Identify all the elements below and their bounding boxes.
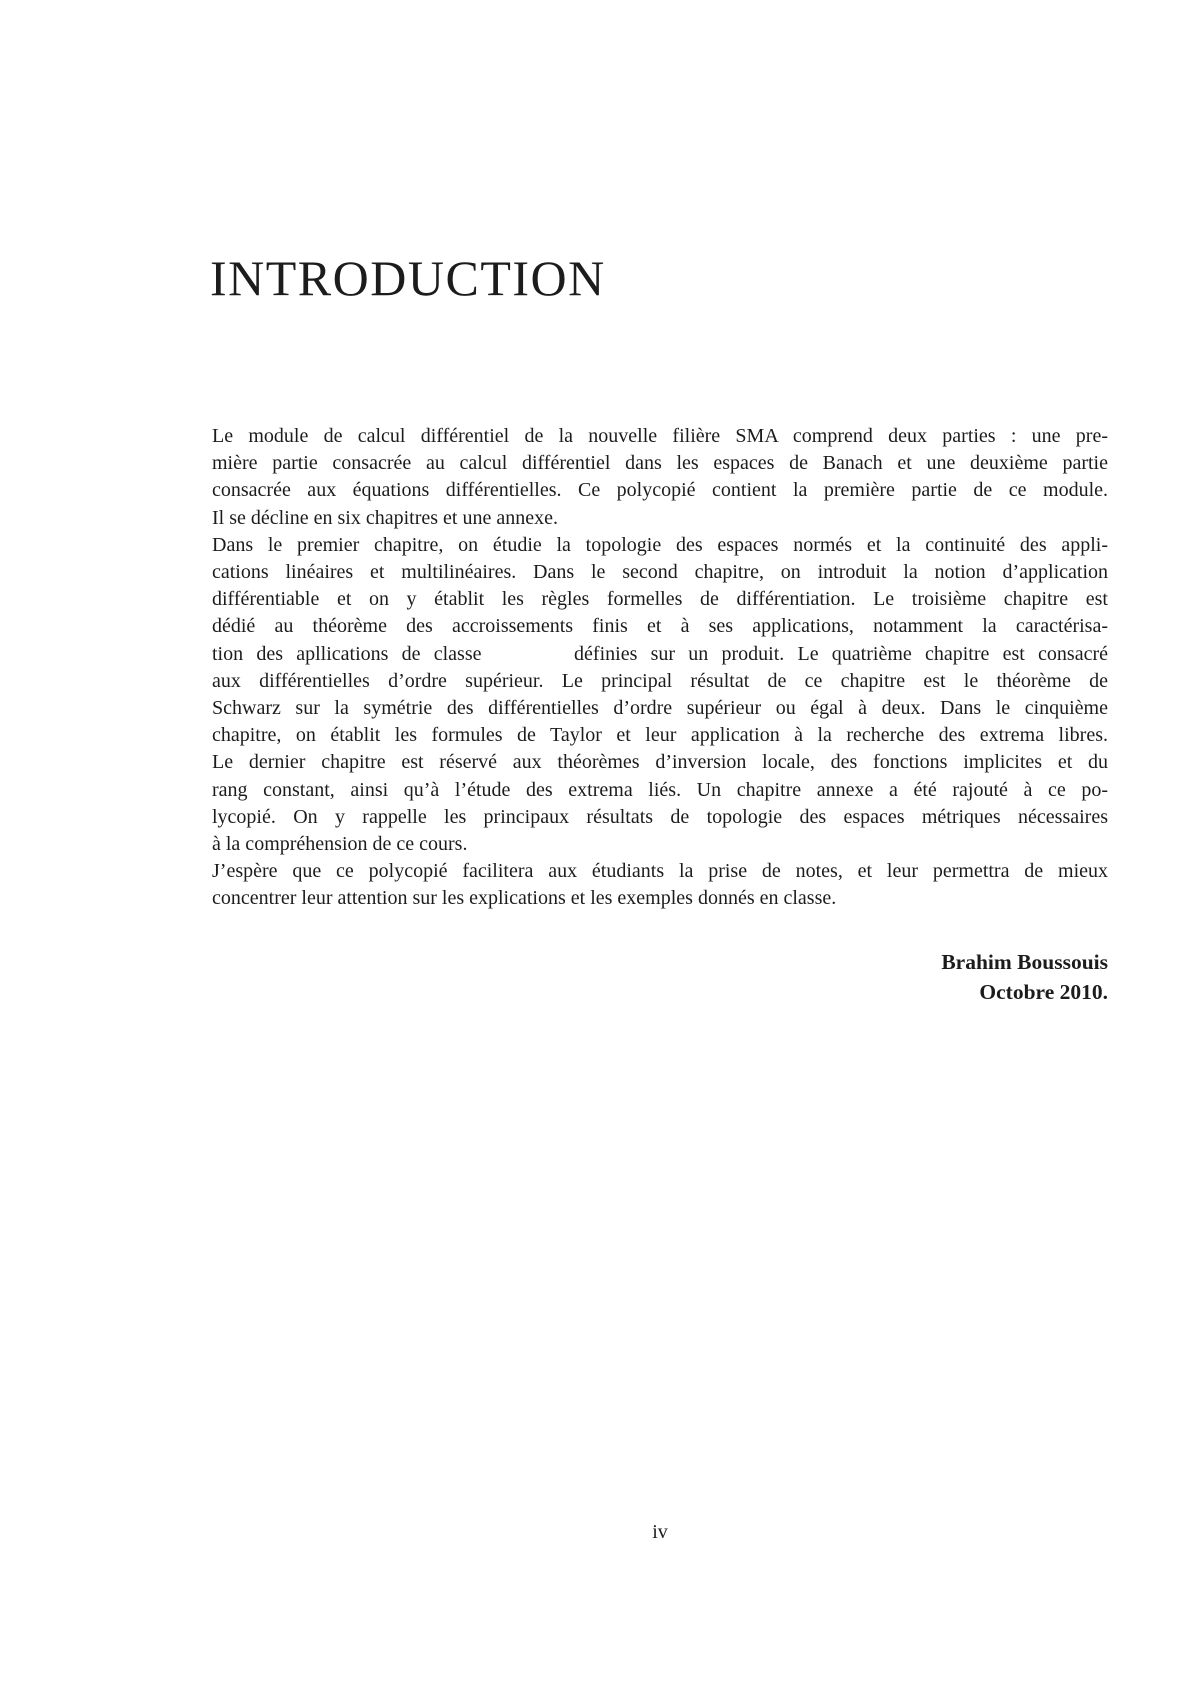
- body-line: chapitre, on établit les formules de Taylor et leur application à la recherche des extrema libres.: [212, 724, 1108, 747]
- body-line: cations linéaires et multilinéaires. Dans le second chapitre, on introduit la notion d’application: [212, 561, 1108, 584]
- body-line: Schwarz sur la symétrie des différentielles d’ordre supérieur ou égal à deux. Dans le cinquième: [212, 697, 1108, 720]
- body-line: Le module de calcul différentiel de la nouvelle filière SMA comprend deux parties : une pre-: [212, 425, 1108, 447]
- body-line: rang constant, ainsi qu’à l’étude des extrema liés. Un chapitre annexe a été rajouté à ce po-: [212, 778, 1108, 801]
- chapter-title: INTRODUCTION: [210, 250, 606, 306]
- signature-name: Brahim Boussouis: [941, 950, 1108, 974]
- body-line: Dans le premier chapitre, on étudie la topologie des espaces normés et la continuité des appli-: [212, 533, 1108, 556]
- body-line: dédié au théorème des accroissements finis et à ses applications, notamment la caractérisa-: [212, 615, 1108, 638]
- body-line: différentiable et on y établit les règles formelles de différentiation. Le troisième chapitre est: [212, 588, 1108, 611]
- signature-date: Octobre 2010.: [979, 980, 1108, 1004]
- body-line: aux différentielles d’ordre supérieur. Le principal résultat de ce chapitre est le théorème de: [212, 669, 1108, 692]
- body-line: tion des apllications de classe définies sur un produit. Le quatrième chapitre est consacré: [212, 642, 1108, 665]
- body-line: Le dernier chapitre est réservé aux théorèmes d’inversion locale, des fonctions implicites et du: [212, 751, 1108, 774]
- body-line: Il se décline en six chapitres et une annexe.: [212, 506, 558, 529]
- page-number: iv: [652, 1521, 668, 1543]
- body-line: concentrer leur attention sur les explications et les exemples donnés en classe.: [212, 887, 837, 910]
- body-text: [212, 423, 1108, 913]
- signature-block: [212, 947, 1108, 1007]
- body-line: J’espère que ce polycopié facilitera aux étudiants la prise de notes, et leur permettra de mieux: [212, 860, 1108, 883]
- body-line: consacrée aux équations différentielles. Ce polycopié contient la première partie de ce module.: [212, 479, 1108, 502]
- body-line: lycopié. On y rappelle les principaux résultats de topologie des espaces métriques nécessaires: [212, 805, 1108, 828]
- body-line: à la compréhension de ce cours.: [212, 833, 468, 856]
- body-line: mière partie consacrée au calcul différentiel dans les espaces de Banach et une deuxième partie: [212, 452, 1108, 475]
